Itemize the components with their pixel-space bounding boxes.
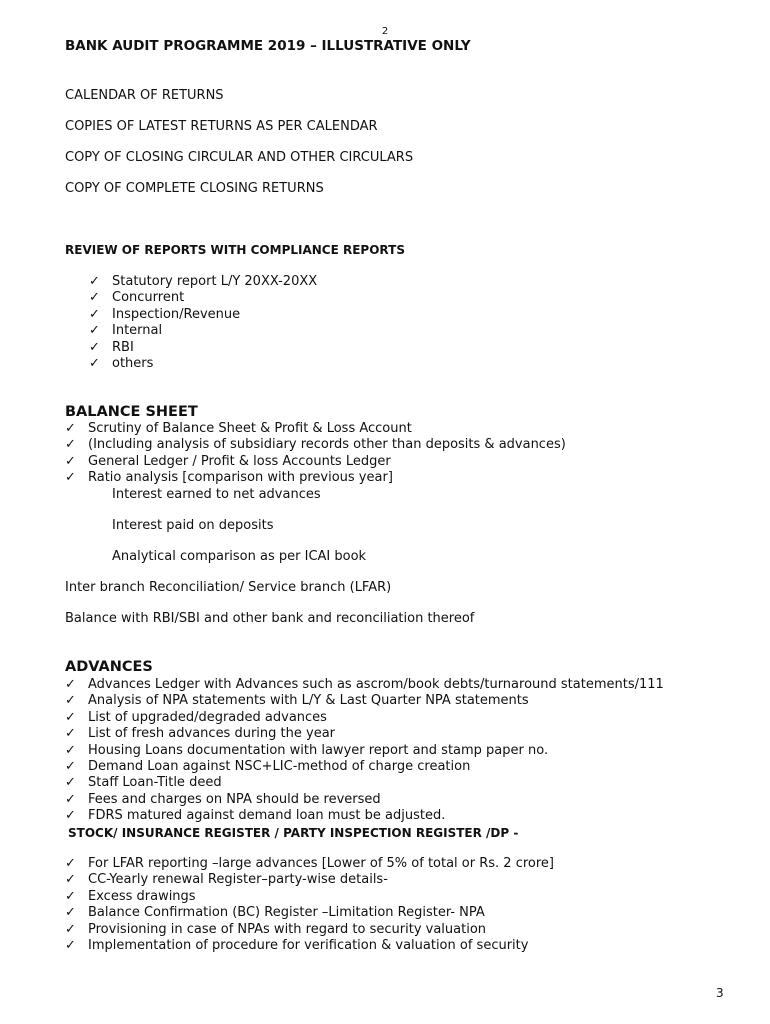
sub-item-analytical-comparison: Analytical comparison as per ICAI book — [112, 549, 367, 564]
list-item: ✓ Balance Confirmation (BC) Register –Limitation Register- NPA — [65, 905, 485, 921]
check-icon: ✓ — [65, 937, 76, 953]
check-icon: ✓ — [65, 872, 76, 888]
list-item: ✓ Advances Ledger with Advances such as ascrom/book debts/turnaround statements/111 — [65, 677, 664, 692]
intro-line-copies: COPIES OF LATEST RETURNS AS PER CALENDAR — [65, 119, 378, 134]
para-balance-rbi: Balance with RBI/SBI and other bank and reconciliation thereof — [65, 611, 475, 626]
check-icon: ✓ — [89, 323, 100, 339]
check-icon: ✓ — [89, 339, 100, 355]
list-item: ✓ List of fresh advances during the year — [65, 726, 336, 742]
stock-heading: STOCK/ INSURANCE REGISTER / PARTY INSPECTION REGISTER /DP - — [68, 826, 519, 840]
check-icon: ✓ — [65, 742, 76, 758]
list-item: ✓ Statutory report L/Y 20XX-20XX — [89, 274, 318, 289]
list-item: ✓ For LFAR reporting –large advances [Lower of 5% of total or Rs. 2 crore] — [65, 856, 554, 871]
list-item: ✓ Inspection/Revenue — [89, 306, 241, 322]
check-icon: ✓ — [89, 306, 100, 322]
check-icon: ✓ — [65, 775, 76, 791]
list-item: ✓ Internal — [89, 323, 163, 339]
check-icon: ✓ — [65, 470, 76, 486]
list-item: ✓ CC-Yearly renewal Register–party-wise details- — [65, 872, 388, 888]
check-icon: ✓ — [65, 808, 76, 824]
list-item: ✓ Provisioning in case of NPAs with regard to security valuation — [65, 921, 487, 937]
check-icon: ✓ — [65, 726, 76, 742]
list-item: ✓ Demand Loan against NSC+LIC-method of charge creation — [65, 758, 471, 774]
list-item: ✓ (Including analysis of subsidiary records other than deposits & advances) — [65, 437, 566, 453]
list-item: ✓ Housing Loans documentation with lawyer report and stamp paper no. — [65, 742, 549, 758]
check-icon: ✓ — [65, 693, 76, 709]
check-icon: ✓ — [65, 709, 76, 725]
list-item: ✓ General Ledger / Profit & loss Accounts Ledger — [65, 453, 391, 469]
list-item: ✓ FDRS matured against demand loan must be adjusted. — [65, 808, 446, 824]
check-icon: ✓ — [89, 290, 100, 306]
list-item: ✓ Staff Loan-Title deed — [65, 775, 222, 791]
check-icon: ✓ — [89, 274, 100, 289]
list-item: ✓ Implementation of procedure for verification & valuation of security — [65, 937, 529, 953]
review-list — [89, 274, 317, 372]
advances-heading: ADVANCES — [65, 659, 153, 675]
check-icon: ✓ — [65, 791, 76, 807]
list-item: ✓ Concurrent — [89, 290, 185, 306]
check-icon: ✓ — [65, 921, 76, 937]
list-item: ✓ Fees and charges on NPA should be reversed — [65, 791, 381, 807]
list-item: ✓ List of upgraded/degraded advances — [65, 709, 327, 725]
intro-line-calendar: CALENDAR OF RETURNS — [65, 88, 224, 103]
page-number-bottom: 3 — [716, 986, 724, 1000]
review-heading: REVIEW OF REPORTS WITH COMPLIANCE REPORTS — [65, 243, 405, 257]
list-item: ✓ Analysis of NPA statements with L/Y & Last Quarter NPA statements — [65, 693, 529, 709]
check-icon: ✓ — [65, 758, 76, 774]
para-inter-branch: Inter branch Reconciliation/ Service branch (LFAR) — [65, 580, 392, 595]
balance-sheet-heading: BALANCE SHEET — [65, 404, 198, 420]
check-icon: ✓ — [89, 355, 100, 371]
check-icon: ✓ — [65, 453, 76, 469]
check-icon: ✓ — [65, 905, 76, 921]
check-icon: ✓ — [65, 421, 76, 436]
check-icon: ✓ — [65, 437, 76, 453]
list-item: ✓ others — [89, 355, 154, 371]
advances-list — [65, 677, 664, 825]
sub-item-interest-earned: Interest earned to net advances — [112, 487, 321, 502]
sub-item-interest-paid: Interest paid on deposits — [112, 518, 274, 533]
check-icon: ✓ — [65, 856, 76, 871]
list-item: ✓ RBI — [89, 339, 134, 355]
check-icon: ✓ — [65, 677, 76, 692]
balance-sheet-list — [65, 421, 566, 487]
intro-line-circulars: COPY OF CLOSING CIRCULAR AND OTHER CIRCULARS — [65, 150, 414, 165]
intro-line-closing-returns: COPY OF COMPLETE CLOSING RETURNS — [65, 181, 324, 196]
check-icon: ✓ — [65, 888, 76, 904]
list-item: ✓ Excess drawings — [65, 888, 196, 904]
list-item: ✓ Scrutiny of Balance Sheet & Profit & Loss Account — [65, 421, 412, 436]
list-item: ✓ Ratio analysis [comparison with previous year] — [65, 470, 393, 486]
document-title: BANK AUDIT PROGRAMME 2019 – ILLUSTRATIVE ONLY — [65, 38, 471, 54]
page-number-top: 2 — [381, 26, 389, 37]
stock-list — [65, 856, 554, 954]
